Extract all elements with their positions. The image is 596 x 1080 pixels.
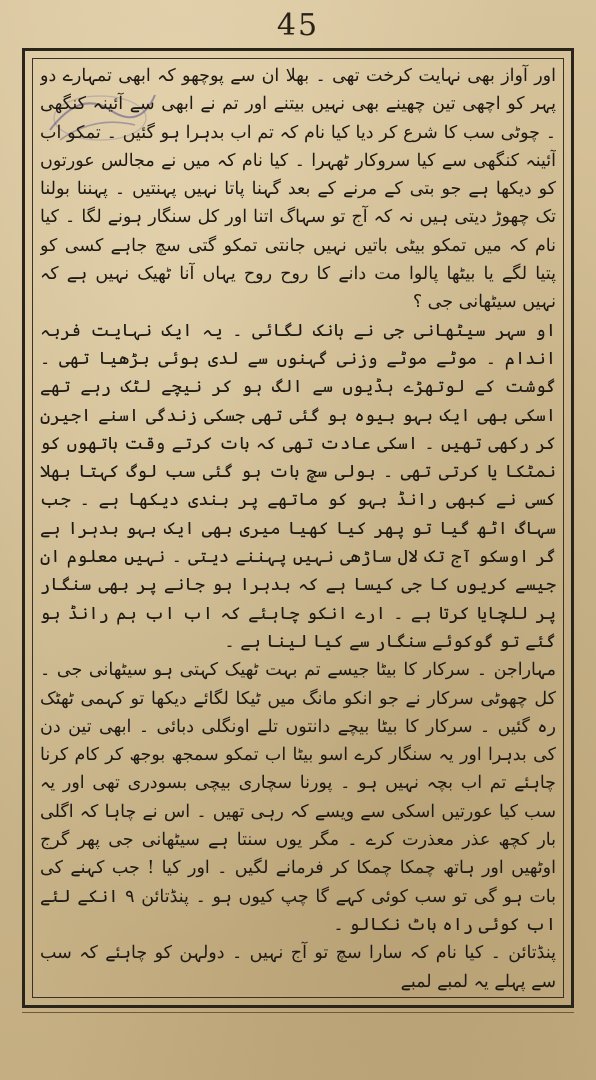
bottom-rule [22,1012,574,1019]
body-text [40,62,556,992]
page-number: 45 [276,8,320,43]
paragraph-4: پنڈتائن ۔ کیا نام کہ سارا سچ تو آج نہیں ۔ دولہن کو چاہئے کہ سب سے پہلے یہ لمبے لمبے [40,943,556,992]
paragraph-1: اور آواز بھی نہایت کرخت تھی ۔ بھلا ان سے پوچھو کہ ابھی تمہارے دو پہر کو اچھی تین چھینے بھی نہیں بیتنے اور تم نے ابھی سے آئینہ کنگھی ۔ چوٹی سب کا شرع کر دیا کیا نام کہ تم اب بدہرا ہو گئیں ۔ تمکو اب آئینہ کنگھی سے کیا سروکار ٹھہرا ۔ کیا نام کہ میں نے مجالس عورتوں کو دیکھا ہے جو بتی کے مرنے کے بعد گہنا پاتا نہیں پہنتیں ۔ پہننا بولنا تک چھوڑ دیتی ہیں نہ کہ آج تو سہاگ اتنا اور کل سنگار ہونے لگا ۔ کیا نام کہ میں تمکو بیٹی باتیں نہیں جانتی تمکو گتی سچ جاہے کسی کو پتیا لگے یا بیٹھا پالوا مت دانے کا روح روح یہاں آنا ٹھیک نہیں ہے کہ نہیں سیٹھانی جی ؟ [40,66,556,313]
paragraph-2: او سہر سیٹھانی جی نے ہانک لگائی ۔ یہ ایک نہایت فربہ اندام ۔ موٹے موٹے وزنی گہنوں سے لدی ہوئی بڑھیا تھی ۔ گوشت کے لوتھڑے ہڈیوں سے الگ ہو کر نیچے لٹک رہے تھے اسکی بھی ایک بہو بیوہ ہو گئی تھی جسکی زندگی اسنے اجیرن کر رکھی تھیں ۔ اسکی عادت تھی کہ بات کرتے وقت ہاتھوں کو نمٹکا یا کرتی تھی ۔ بولی سچ بات ہو گئی سب لوگ کہتا بھلا کسی نے کبھی رانڈ بہو کو ماتھے پر بندی دیکھا ہے ۔ جب سہاگ اٹھ گیا تو پھر کیا کھیا میری بھی ایک بہو بدہرا ہے گر اوسکو آج تک لال ساڑھی نہیں پہننے دیتی ۔ نہیں معلوم ان جیسے کریوں کا جی کیسا ہے کہ بدہرا ہو جانے پر بھی سنگار پر للچایا کرتا ہے ۔ ارے انکو چاہئے کہ اب اب ہم رانڈ ہو گئے تو گوکوئے سنگار سے کیا لینا ہے ۔ [40,320,556,652]
paragraph-3: مہاراجن ۔ سرکار کا بیٹا جیسے تم بہت ٹھیک کہتی ہو سیٹھانی جی ۔ کل چھوٹی سرکار نے جو انکو مانگ میں ٹیکا لگائے دیکھا تو کہمی ٹھٹک رہ گئیں ۔ سرکار کا بیٹا بیچے دانتوں تلے اونگلی دبائی ۔ ابھی تین دن کی بدہرا اور یہ سنگار کرے اسو بیٹا اب تمکو سمجھ بوجھ کر کام کرنا چاہئے تم اب بچہ نہیں ہو ۔ پورنا سچاری بیچی بسودری تھی اور یہ سب کیا عورتیں اسکی سے ویسے کہ رہی تھیں ۔ اس نے چاہا کہ اگلی بار کچھ عذر معذرت کرے ۔ مگر یوں سنتا ہے سیٹھانی جی پھر گرج اوٹھیں اور ہاتھ چمکا چمکا کر فرمانے لگیں ۔ اور کیا ! جب کہنے کی بات ہو گی تو سب کوئی کہے گا چپ کیوں ہو ۔ پنڈتائن ۹ انکے لئے اب کوئی راہ باٹ نکالو ۔ [40,660,556,935]
